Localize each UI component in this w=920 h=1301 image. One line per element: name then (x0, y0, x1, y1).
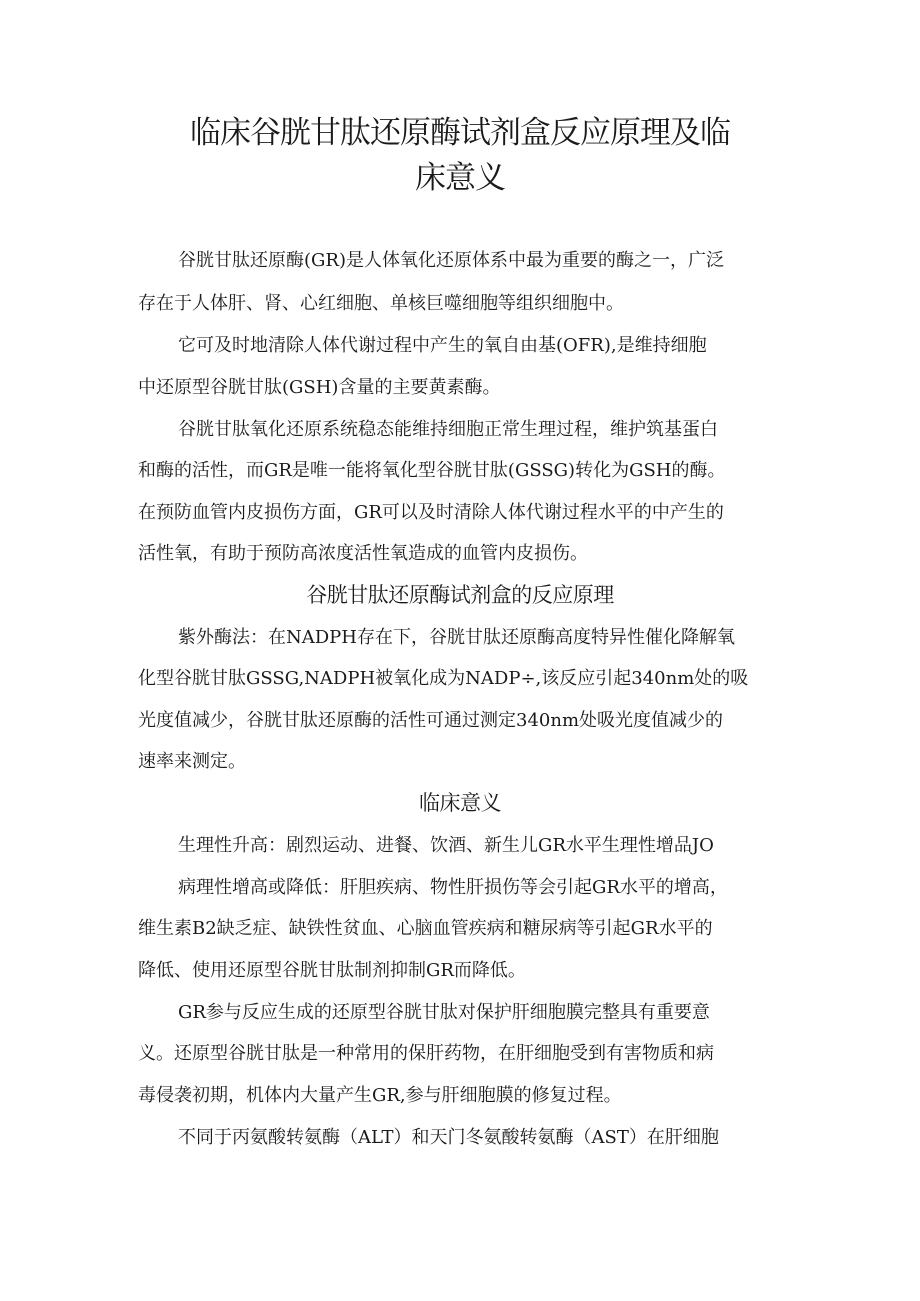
paragraph-line: 生理性升高：剧烈运动、进餐、饮酒、新生儿GR水平生理性增品JO (178, 835, 714, 856)
paragraph-line: 存在于人体肝、肾、心红细胞、单核巨噬细胞等组织细胞中。 (138, 293, 624, 314)
paragraph-line: 谷胱甘肽氧化还原系统稳态能维持细胞正常生理过程，维护筑基蛋白 (178, 419, 718, 440)
paragraph-line: 和酶的活性，而GR是唯一能将氧化型谷胱甘肽(GSSG)转化为GSH的酶。 (138, 460, 726, 481)
paragraph-line: 维生素B2缺乏症、缺铁性贫血、心脑血管疾病和糖尿病等引起GR水平的 (138, 918, 713, 939)
document-title-line-1: 临床谷胱甘肽还原酶试剂盒反应原理及临 (190, 115, 730, 151)
paragraph-line: 降低、使用还原型谷胱甘肽制剂抑制GR而降低。 (138, 960, 526, 981)
paragraph-line: 病理性增高或降低：肝胆疾病、物性肝损伤等会引起GR水平的增高， (178, 877, 728, 898)
paragraph-line: 化型谷胱甘肽GSSG,NADPH被氧化成为NADP÷,该反应引起340nm处的吸 (138, 668, 749, 689)
paragraph-line: 紫外酶法：在NADPH存在下，谷胱甘肽还原酶高度特异性催化降解氧 (178, 627, 735, 648)
paragraph-line: 中还原型谷胱甘肽(GSH)含量的主要黄素酶。 (138, 377, 501, 398)
paragraph-line: 义。还原型谷胱甘肽是一种常用的保肝药物，在肝细胞受到有害物质和病 (138, 1043, 714, 1064)
paragraph-line: GR参与反应生成的还原型谷胱甘肽对保护肝细胞膜完整具有重要意 (178, 1002, 710, 1023)
section-heading-clinical: 临床意义 (419, 791, 501, 815)
paragraph-line: 谷胱甘肽还原酶(GR)是人体氧化还原体系中最为重要的酶之一，广泛 (178, 250, 724, 271)
paragraph-line: 毒侵袭初期，机体内大量产生GR,参与肝细胞膜的修复过程。 (138, 1085, 622, 1106)
paragraph-line: 在预防血管内皮损伤方面，GR可以及时清除人体代谢过程水平的中产生的 (138, 502, 724, 523)
paragraph-line: 活性氧，有助于预防高浓度活性氧造成的血管内皮损伤。 (138, 543, 588, 564)
document-title-line-2: 床意义 (415, 160, 505, 196)
paragraph-line: 光度值减少，谷胱甘肽还原酶的活性可通过测定340nm处吸光度值减少的 (138, 710, 724, 731)
paragraph-line: 它可及时地清除人体代谢过程中产生的氧自由基(OFR),是维持细胞 (178, 335, 707, 356)
paragraph-line: 速率来测定。 (138, 751, 246, 772)
section-heading-principle: 谷胱甘肽还原酶试剂盒的反应原理 (306, 583, 614, 607)
paragraph-line: 不同于丙氨酸转氨酶（ALT）和天门冬氨酸转氨酶（AST）在肝细胞 (178, 1127, 719, 1148)
